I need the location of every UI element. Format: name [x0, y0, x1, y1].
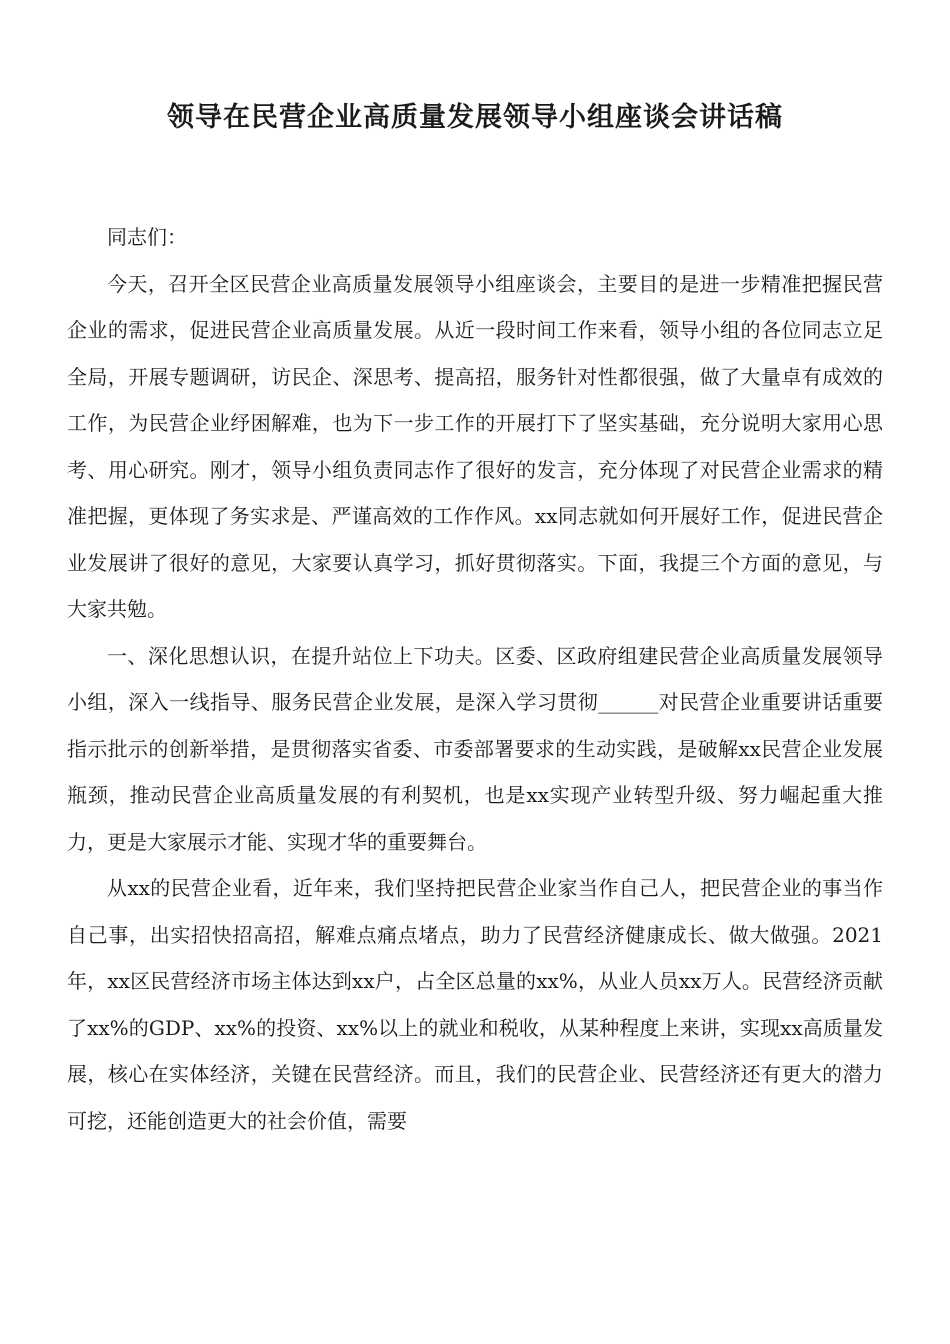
salutation-paragraph: 同志们： — [107, 225, 187, 249]
section-one-paragraph: 一、深化思想认识，在提升站位上下功夫。区委、区政府组建民营企业高质量发展领导小组，深入一线指导、服务民营企业发展，是深入学习贯彻______对民营企业重要讲话重要指示批示的创新举措，是贯彻落实省委、市委部署要求的生动实践，是破解xx民营企业发展瓶颈，推动民营企业高质量发展的有利契机，也是xx实现产业转型升级、努力崛起重大推力，更是大家展示才能、实现才华的重要舞台。 — [67, 643, 883, 854]
intro-paragraph: 今天，召开全区民营企业高质量发展领导小组座谈会，主要目的是进一步精准把握民营企业的需求，促进民营企业高质量发展。从近一段时间工作来看，领导小组的各位同志立足全局，开展专题调研，访民企、深思考、提高招，服务针对性都很强，做了大量卓有成效的工作，为民营企业纾困解难，也为下一步工作的开展打下了坚实基础，充分说明大家用心思考、用心研究。刚才，领导小组负责同志作了很好的发言，充分体现了对民营企业需求的精准把握，更体现了务实求是、严谨高效的工作作风。xx同志就如何开展好工作，促进民营企业发展讲了很好的意见，大家要认真学习，抓好贯彻落实。下面，我提三个方面的意见，与大家共勉。 — [67, 271, 883, 621]
document-title: 领导在民营企业高质量发展领导小组座谈会讲话稿 — [167, 102, 783, 133]
private-economy-paragraph: 从xx的民营企业看，近年来，我们坚持把民营企业家当作自己人，把民营企业的事当作自己事，出实招快招高招，解难点痛点堵点，助力了民营经济健康成长、做大做强。2021年，xx区民营经济市场主体达到xx户，占全区总量的xx%，从业人员xx万人。民营经济贡献了xx%的GDP、xx%的投资、xx%以上的就业和税收，从某种程度上来讲，实现xx高质量发展，核心在实体经济，关键在民营经济。而且，我们的民营企业、民营经济还有更大的潜力可挖，还能创造更大的社会价值，需要 — [67, 876, 883, 1133]
document-body — [67, 214, 883, 1144]
